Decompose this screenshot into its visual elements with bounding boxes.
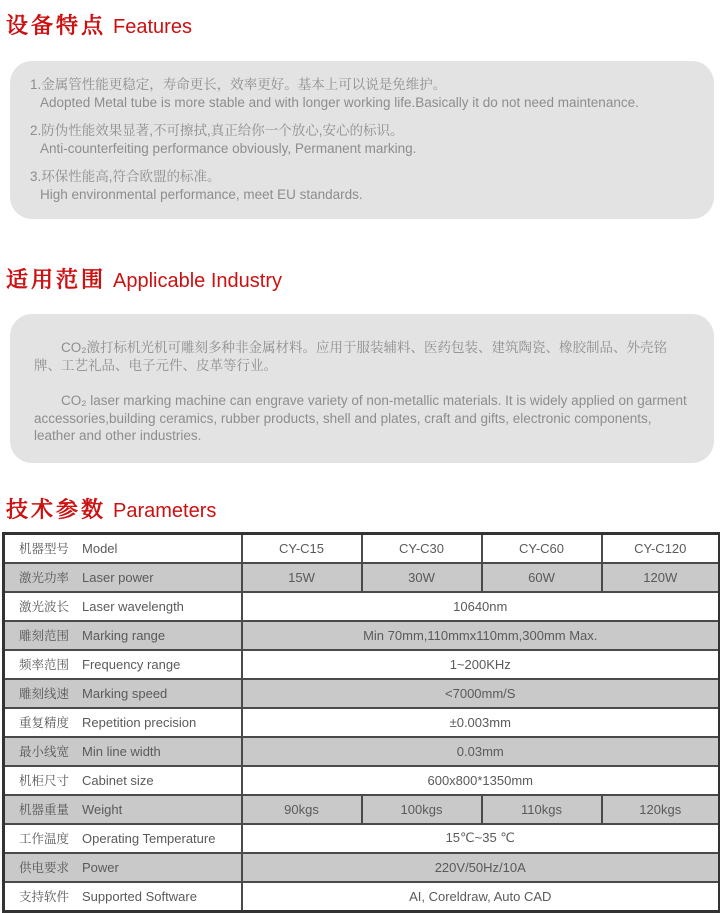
row-value-cell: 120kgs — [602, 795, 720, 824]
row-label-cn: 频率范围 — [19, 658, 70, 672]
row-label-cn: 雕刻范围 — [19, 629, 70, 643]
row-value-span-cell: 15℃~35 ℃ — [242, 824, 720, 853]
table-row — [4, 592, 720, 621]
row-value-cell: 120W — [602, 563, 720, 592]
table-row — [4, 882, 720, 912]
row-value-cell: 60W — [482, 563, 602, 592]
row-label-en: Laser wavelength — [82, 599, 184, 614]
row-label-en: Weight — [82, 802, 123, 817]
row-label-en: Min line width — [82, 744, 161, 759]
row-label-en: Supported Software — [82, 889, 197, 904]
industry-box — [10, 314, 714, 463]
row-label-cn: 最小线宽 — [19, 745, 70, 759]
row-label-cn: 机器型号 — [19, 542, 70, 556]
feature-item — [30, 76, 700, 111]
row-label — [4, 882, 242, 912]
row-label-en: Repetition precision — [82, 715, 197, 730]
row-value-span-cell: 10640nm — [242, 592, 720, 621]
features-list — [30, 76, 700, 203]
row-value-cell: 15W — [242, 563, 362, 592]
features-box — [10, 61, 714, 219]
industry-section-title — [0, 263, 720, 294]
row-label-en: Frequency range — [82, 657, 181, 672]
row-label-cn: 机器重量 — [19, 803, 70, 817]
table-row — [4, 853, 720, 882]
row-label — [4, 679, 242, 708]
row-value-cell: CY-C60 — [482, 533, 602, 563]
industry-paragraph-cn: CO₂激打标机光机可雕刻多种非金属材料。应用于服装辅料、医药包装、建筑陶瓷、橡胶制品、外壳铭牌、工艺礼品、电子元件、皮革等行业。 — [34, 340, 667, 373]
row-value-span-cell: 220V/50Hz/10A — [242, 853, 720, 882]
row-label — [4, 824, 242, 853]
industry-title-en: Applicable Industry — [113, 270, 282, 292]
parameters-table-body — [4, 533, 720, 911]
parameters-title-en: Parameters — [113, 499, 217, 522]
row-label-en: Power — [82, 860, 119, 875]
features-title-en: Features — [113, 16, 192, 38]
row-label — [4, 533, 242, 563]
row-label-cn: 工作温度 — [19, 832, 70, 846]
row-label-cn: 激光功率 — [19, 571, 70, 585]
table-row — [4, 795, 720, 824]
row-label — [4, 737, 242, 766]
row-label-en: Marking speed — [82, 686, 168, 701]
row-label — [4, 621, 242, 650]
row-value-cell: 100kgs — [362, 795, 482, 824]
table-row — [4, 766, 720, 795]
row-label-cn: 雕刻线速 — [19, 687, 70, 701]
table-row — [4, 650, 720, 679]
feature-text-en: Anti-counterfeiting performance obviously, Permanent marking. — [40, 140, 417, 156]
row-label-cn: 激光波长 — [19, 600, 70, 614]
feature-text-cn: 1.金属管性能更稳定，寿命更长，效率更好。基本上可以说是免维护。 — [30, 77, 447, 92]
feature-text-en: High environmental performance, meet EU standards. — [40, 186, 363, 202]
row-value-cell: 30W — [362, 563, 482, 592]
feature-text-cn: 2.防伪性能效果显著,不可擦拭,真正给你一个放心,安心的标识。 — [30, 123, 404, 138]
features-section-title — [0, 0, 720, 40]
table-row — [4, 563, 720, 592]
feature-text-cn: 3.环保性能高,符合欧盟的标准。 — [30, 169, 221, 184]
table-row — [4, 824, 720, 853]
parameters-table — [2, 532, 720, 913]
table-row — [4, 679, 720, 708]
row-label-en: Operating Temperature — [82, 831, 216, 846]
row-label — [4, 708, 242, 737]
row-label — [4, 650, 242, 679]
row-value-cell: CY-C30 — [362, 533, 482, 563]
row-label-en: Laser power — [82, 570, 154, 585]
table-row — [4, 737, 720, 766]
feature-text-en: Adopted Metal tube is more stable and with longer working life.Basically it do not need maintenance. — [40, 94, 639, 110]
row-label — [4, 766, 242, 795]
row-value-span-cell: AI, Coreldraw, Auto CAD — [242, 882, 720, 912]
row-value-cell: CY-C120 — [602, 533, 720, 563]
table-row — [4, 708, 720, 737]
row-value-cell: CY-C15 — [242, 533, 362, 563]
row-label — [4, 563, 242, 592]
row-label-en: Cabinet size — [82, 773, 154, 788]
row-label — [4, 592, 242, 621]
parameters-title-cn: 技术参数 — [6, 496, 107, 522]
row-value-span-cell: ±0.003mm — [242, 708, 720, 737]
row-label-cn: 供电要求 — [19, 861, 70, 875]
row-value-span-cell: 1~200KHz — [242, 650, 720, 679]
row-label-en: Model — [82, 541, 118, 556]
row-value-span-cell: <7000mm/S — [242, 679, 720, 708]
row-label-cn: 机柜尺寸 — [19, 774, 70, 788]
row-value-cell: 90kgs — [242, 795, 362, 824]
row-value-span-cell: 0.03mm — [242, 737, 720, 766]
table-row — [4, 533, 720, 563]
row-label-cn: 重复精度 — [19, 716, 70, 730]
row-label — [4, 853, 242, 882]
feature-item — [30, 168, 700, 203]
parameters-section-title — [0, 493, 720, 524]
row-label-en: Marking range — [82, 628, 166, 643]
row-value-cell: 110kgs — [482, 795, 602, 824]
industry-paragraph-en: CO₂ laser marking machine can engrave variety of non-metallic materials. It is widely applied on garment accessories,building ceramics, rubber products, shell and plates, craft and gifts, electronic components, leather and other industries. — [34, 393, 687, 443]
row-value-span-cell: Min 70mm,110mmx110mm,300mm Max. — [242, 621, 720, 650]
table-row — [4, 621, 720, 650]
feature-item — [30, 122, 700, 157]
industry-title-cn: 适用范围 — [6, 267, 107, 292]
row-label-cn: 支持软件 — [19, 890, 70, 904]
features-title-cn: 设备特点 — [6, 13, 107, 38]
row-label — [4, 795, 242, 824]
row-value-span-cell: 600x800*1350mm — [242, 766, 720, 795]
